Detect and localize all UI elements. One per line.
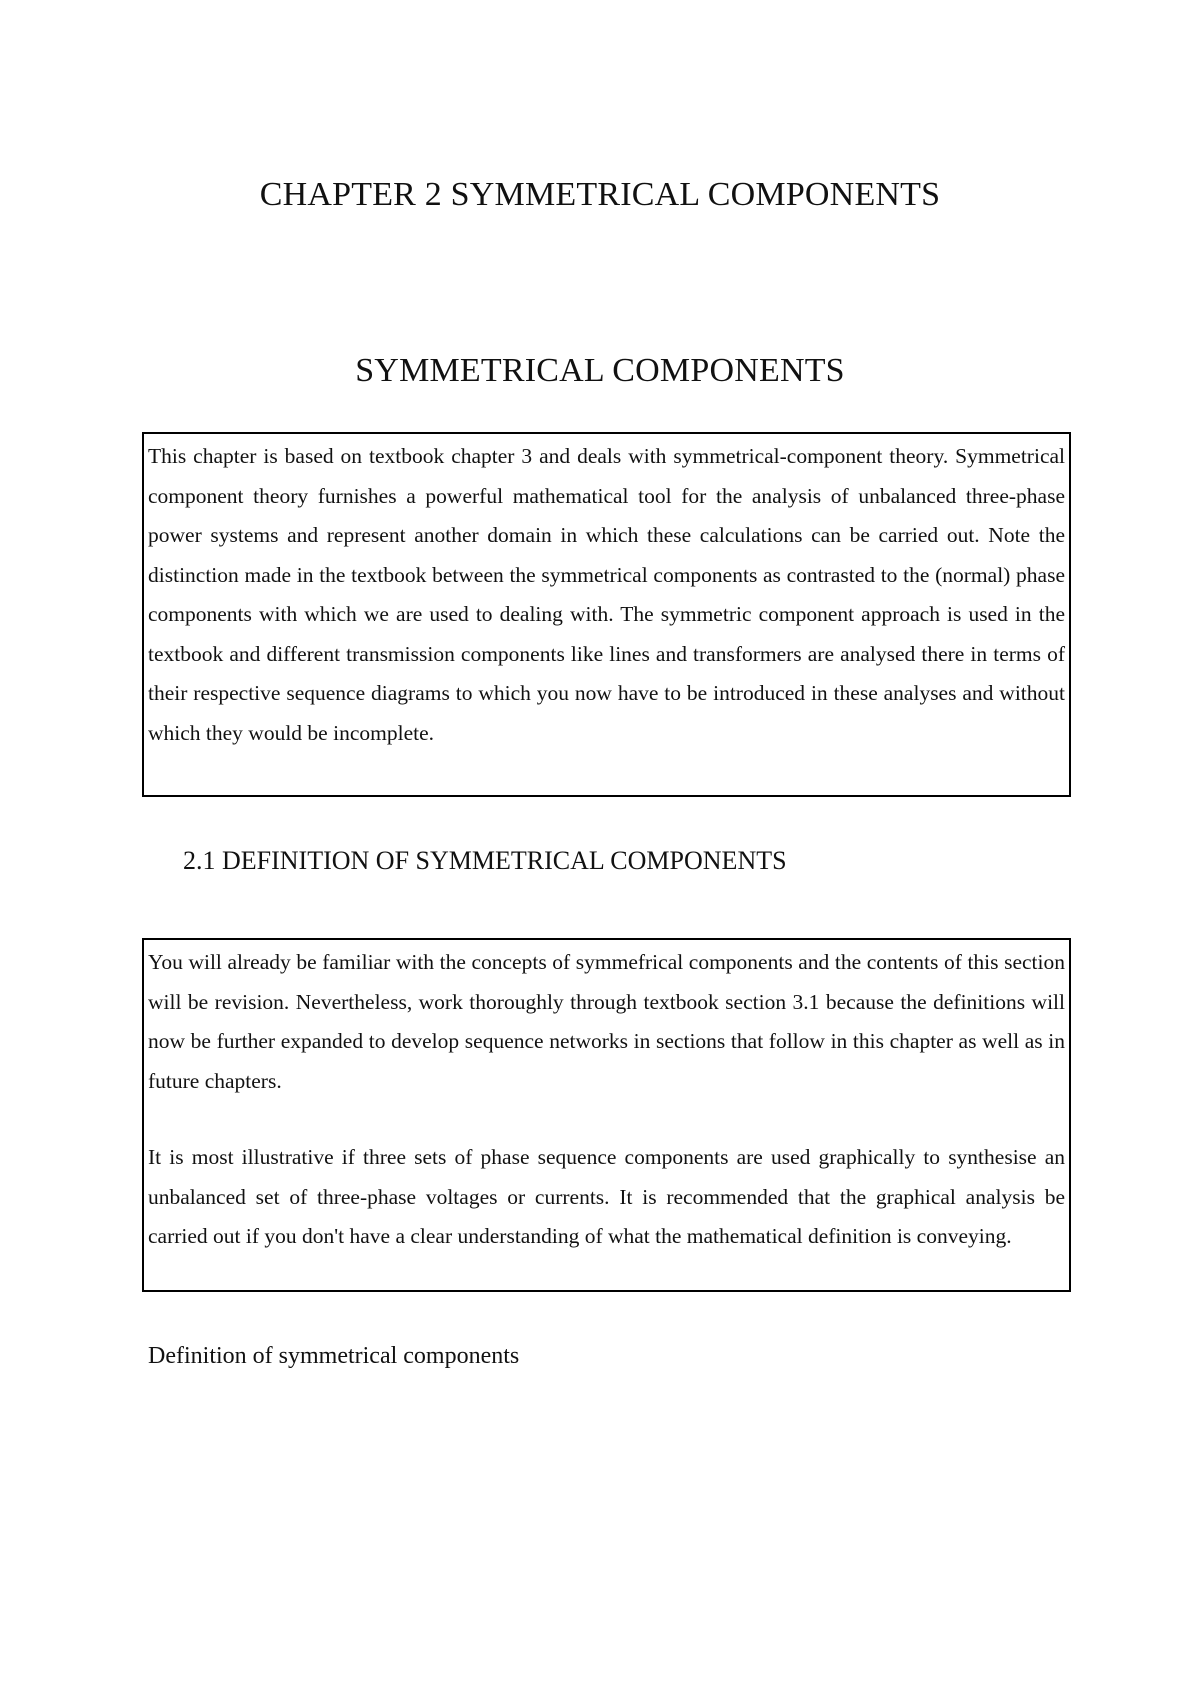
intro-box bbox=[142, 432, 1071, 797]
chapter-title: CHAPTER 2 SYMMETRICAL COMPONENTS bbox=[259, 176, 941, 213]
section-title: SYMMETRICAL COMPONENTS bbox=[355, 352, 845, 389]
definition-heading: Definition of symmetrical components bbox=[148, 1343, 520, 1369]
subsection-title: 2.1 DEFINITION OF SYMMETRICAL COMPONENTS bbox=[183, 846, 787, 875]
definition-paragraph-1: You will already be familiar with the concepts of symmefrical components and the contents of this section will be revision. Nevertheless, work thoroughly through textbook section 3.1 because the definitions will now be further expanded to develop sequence networks in sections that follow in this chapter as well as in future chapters. bbox=[148, 950, 1065, 1093]
definition-paragraph-2: It is most illustrative if three sets of phase sequence components are used graphically to synthesise an unbalanced set of three-phase voltages or currents. It is recommended that the graphical analysis be carried out if you don't have a clear understanding of what the mathematical definition is conveying. bbox=[148, 1145, 1065, 1248]
intro-paragraph: This chapter is based on textbook chapter 3 and deals with symmetrical-component theory. Symmetrical component theory furnishes a powerful mathematical tool for the analysis of unbalanced three-phase power systems and represent another domain in which these calculations can be carried out. Note the distinction made in the textbook between the symmetrical components as contrasted to the (normal) phase components with which we are used to dealing with. The symmetric component approach is used in the textbook and different transmission components like lines and transformers are analysed there in terms of their respective sequence diagrams to which you now have to be introduced in these analyses and without which they would be incomplete. bbox=[148, 444, 1065, 745]
definition-box bbox=[142, 938, 1071, 1292]
paragraph-spacer bbox=[148, 1101, 1065, 1138]
